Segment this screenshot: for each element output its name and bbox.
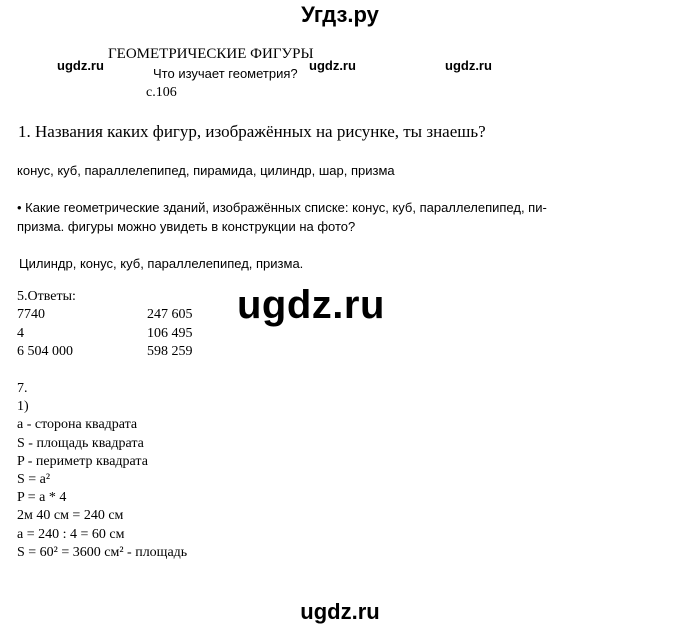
table-cell: 4 [17,325,24,341]
answers-5-heading: 5.Ответы: [17,289,76,304]
bullet-question-line-1: • Какие геометрические зданий, изображённых списке: конус, куб, параллелепипед, пи- [17,200,547,215]
page-number: с.106 [146,85,177,100]
topic-heading: ГЕОМЕТРИЧЕСКИЕ ФИГУРЫ [108,46,314,62]
task-7-line: 7. [17,381,28,396]
table-cell: 6 504 000 [17,344,73,359]
footer-watermark[interactable]: ugdz.ru [300,599,380,624]
task-7-line: 2м 40 см = 240 см [17,508,124,524]
table-cell: 247 605 [147,307,193,322]
question-1: 1. Названия каких фигур, изображённых на рисунке, ты знаешь? [18,122,486,141]
task-7-line: a = 240 : 4 = 60 см [17,526,125,542]
lesson-subtitle: Что изучает геометрия? [153,66,298,81]
watermark-large: ugdz.ru [237,283,385,327]
task-7-line: S = a² [17,471,51,487]
watermark-small: ugdz.ru [445,58,492,73]
answer-1: конус, куб, параллелепипед, пирамида, цилиндр, шар, призма [17,163,395,178]
table-cell: 106 495 [147,325,193,341]
bullet-answer: Цилиндр, конус, куб, параллелепипед, призма. [19,256,304,271]
task-7-line: P = a * 4 [17,490,67,506]
task-7-block [17,381,187,563]
watermark-small: ugdz.ru [57,58,104,73]
table-cell: 598 259 [147,344,193,359]
task-7-line: 1) [17,399,29,415]
task-7-line: S = 60² = 3600 см² - площадь [17,544,188,560]
task-7-line: P - периметр квадрата [17,453,148,469]
bullet-question-line-2: призма. фигуры можно увидеть в конструкции на фото? [17,219,356,234]
watermark-small: ugdz.ru [309,58,356,73]
site-title[interactable]: Угдз.ру [301,2,379,27]
task-7-line: S - площадь квадрата [17,435,144,451]
task-7-line: a - сторона квадрата [17,417,138,433]
table-cell: 7740 [17,307,45,322]
